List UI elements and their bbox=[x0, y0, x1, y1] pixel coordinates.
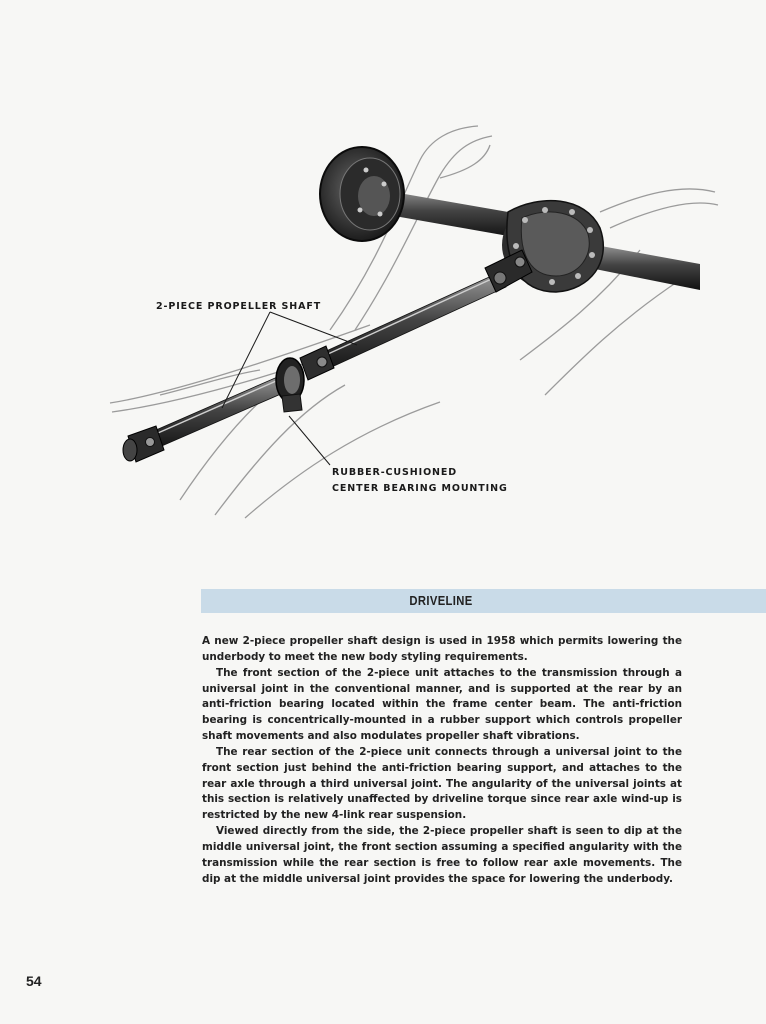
propeller-shaft-label: 2-PIECE PROPELLER SHAFT bbox=[156, 301, 322, 312]
center-bearing-label-line1: RUBBER-CUSHIONED bbox=[332, 467, 458, 478]
paragraph-2: The front section of the 2-piece unit attaches to the transmission through a universal joint in the conventional manner, and is supported at the rear by an anti-friction bearing located within the frame center beam. The anti-friction bearing is concentrically-mounted in a rubber support which controls propeller shaft movements and also modulates propeller shaft vibrations. bbox=[202, 666, 682, 743]
page-number: 54 bbox=[26, 973, 42, 989]
body-text bbox=[202, 634, 682, 888]
center-bearing-label-line2: CENTER BEARING MOUNTING bbox=[332, 483, 508, 494]
paragraph-1: A new 2-piece propeller shaft design is used in 1958 which permits lowering the underbody to meet the new body styling requirements. bbox=[202, 635, 682, 663]
paragraph-3: The rear section of the 2-piece unit connects through a universal joint to the front section just behind the anti-friction bearing support, and attaches to the rear axle through a third universal joint. The angularity of the universal joints at this section is relatively unaffected by driveline torque since rear axle wind-up is restricted by the new 4-link rear suspension. bbox=[202, 745, 682, 822]
section-title: DRIVELINE bbox=[409, 594, 473, 608]
center-bearing-label bbox=[332, 465, 508, 497]
propeller-shaft bbox=[123, 250, 532, 462]
paragraph-4: Viewed directly from the side, the 2-piece propeller shaft is seen to dip at the middle universal joint, the front section assuming a specified angularity with the transmission while the rear section is free to follow rear axle movements. The dip at the middle universal joint provides the space for lowering the underbody. bbox=[202, 825, 682, 885]
